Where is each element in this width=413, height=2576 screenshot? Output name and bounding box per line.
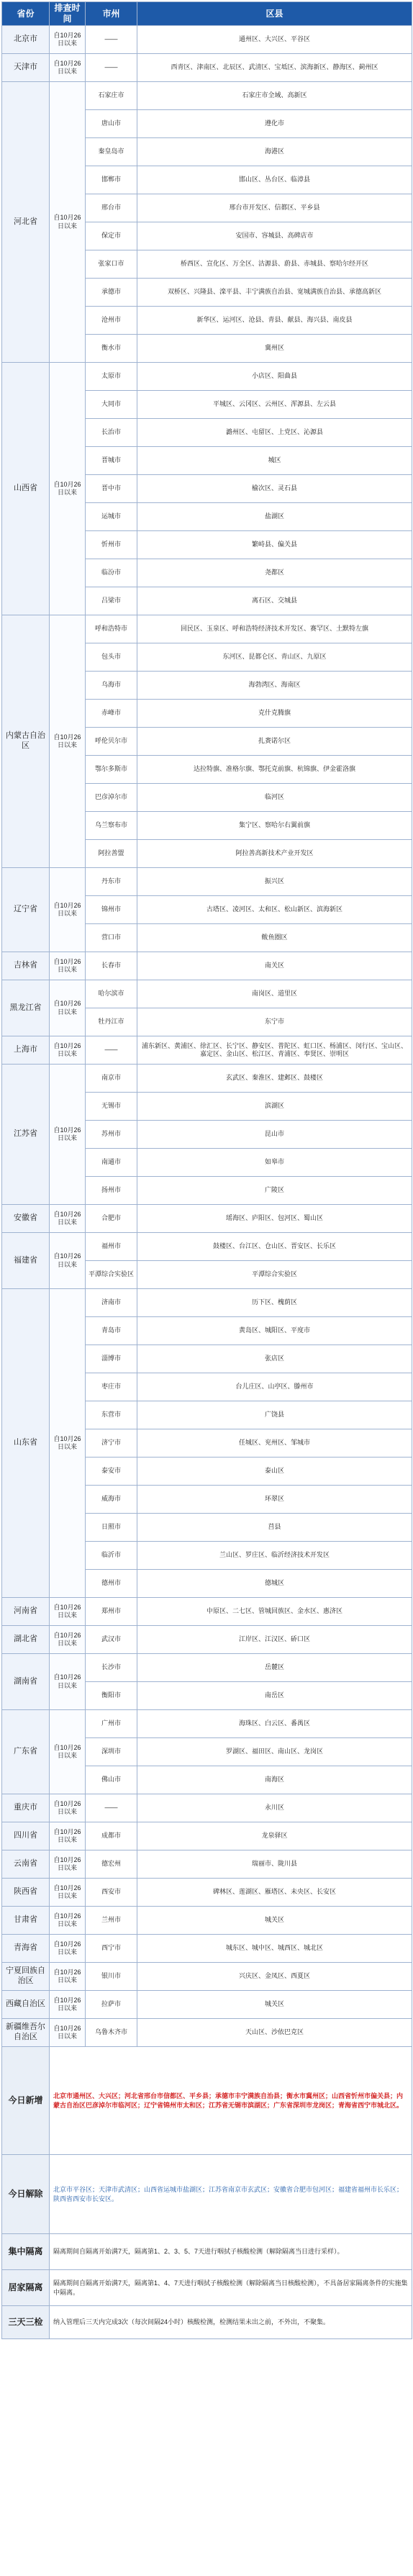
district-cell: 黄岛区、城阳区、平度市 — [137, 1317, 412, 1345]
table-row — [2, 1907, 412, 1935]
time-cell: 自10月26日以来 — [50, 1233, 86, 1289]
today-new-text: 北京市通州区、大兴区；河北省邢台市信都区、平乡县；承德市丰宁满族自治县；衡水市冀州区；山西省忻州市偏关县；内蒙古自治区巴彦淖尔市临河区；辽宁省锦州市太和区；江苏省无锡市滨湖区；广东省深圳市龙岗区；青海省西宁市城北区。 — [50, 2047, 412, 2155]
district-cell: 城关区 — [137, 1907, 412, 1935]
district-cell: 冀州区 — [137, 335, 412, 363]
province-cell: 安徽省 — [2, 1205, 50, 1233]
city-cell: 德宏州 — [86, 1850, 137, 1879]
province-cell: 河北省 — [2, 82, 50, 363]
city-cell: 淄博市 — [86, 1345, 137, 1373]
province-cell: 西藏自治区 — [2, 1991, 50, 2019]
city-cell: 南通市 — [86, 1149, 137, 1177]
city-cell: 丹东市 — [86, 868, 137, 896]
district-cell: 东河区、昆都仑区、青山区、九原区 — [137, 643, 412, 672]
city-cell: 锦州市 — [86, 896, 137, 924]
district-cell: 平城区、云冈区、云州区、浑源县、左云县 — [137, 391, 412, 419]
district-cell: 任城区、兖州区、邹城市 — [137, 1429, 412, 1458]
city-cell: 忻州市 — [86, 531, 137, 559]
district-cell: 泰山区 — [137, 1458, 412, 1486]
district-cell: 瑞丽市、陇川县 — [137, 1850, 412, 1879]
district-cell: 克什克腾旗 — [137, 700, 412, 728]
city-cell: 巴彦淖尔市 — [86, 784, 137, 812]
time-cell: 自10月26日以来 — [50, 54, 86, 82]
quarantine-label: 集中隔离 — [2, 2234, 50, 2270]
city-cell: 长春市 — [86, 952, 137, 980]
time-cell: 自10月26日以来 — [50, 1907, 86, 1935]
city-cell: 临沂市 — [86, 1542, 137, 1570]
city-cell: 赤峰市 — [86, 700, 137, 728]
city-cell: 西宁市 — [86, 1935, 137, 1963]
province-cell: 福建省 — [2, 1233, 50, 1289]
province-cell: 黑龙江省 — [2, 980, 50, 1036]
province-cell: 内蒙古自治区 — [2, 615, 50, 868]
table-row — [2, 1935, 412, 1963]
district-cell: 桥西区、宣化区、万全区、沽源县、蔚县、赤城县、察哈尔经开区 — [137, 250, 412, 279]
summary-body — [2, 2047, 412, 2339]
district-cell: 南关区 — [137, 952, 412, 980]
header-time: 排查时间 — [50, 2, 86, 26]
risk-area-table-wrapper — [1, 1, 412, 2339]
district-cell: 历下区、槐荫区 — [137, 1289, 412, 1317]
city-cell: —— — [86, 1036, 137, 1065]
province-cell: 四川省 — [2, 1822, 50, 1850]
city-cell: 南京市 — [86, 1065, 137, 1093]
city-cell: 吕梁市 — [86, 587, 137, 615]
three-check-text: 纳入管理后三天内完成3次（每次间隔24小时）核酸检测，检测结果未出之前，不外出，不聚集。 — [50, 2306, 412, 2339]
district-cell: 双桥区、兴隆县、滦平县、丰宁满族自治县、宽城满族自治县、承德高新区 — [137, 279, 412, 307]
province-cell: 山东省 — [2, 1289, 50, 1598]
district-cell: 浦东新区、黄浦区、徐汇区、长宁区、静安区、普陀区、虹口区、杨浦区、闵行区、宝山区、嘉定区、金山区、松江区、青浦区、奉贤区、崇明区 — [137, 1036, 412, 1065]
city-cell: 威海市 — [86, 1486, 137, 1514]
district-cell: 榆次区、灵石县 — [137, 475, 412, 503]
table-row — [2, 82, 412, 110]
district-cell: 碑林区、莲湖区、雁塔区、未央区、长安区 — [137, 1879, 412, 1907]
province-cell: 云南省 — [2, 1850, 50, 1879]
city-cell: 运城市 — [86, 503, 137, 531]
city-cell: 邢台市 — [86, 194, 137, 222]
district-cell: 瑶海区、庐阳区、包河区、蜀山区 — [137, 1205, 412, 1233]
city-cell: 沧州市 — [86, 307, 137, 335]
province-cell: 甘肃省 — [2, 1907, 50, 1935]
district-cell: 龙泉驿区 — [137, 1822, 412, 1850]
city-cell: 衡水市 — [86, 335, 137, 363]
city-cell: 合肥市 — [86, 1205, 137, 1233]
time-cell: 自10月26日以来 — [50, 1710, 86, 1794]
district-cell: 临河区 — [137, 784, 412, 812]
district-cell: 张店区 — [137, 1345, 412, 1373]
city-cell: 郑州市 — [86, 1598, 137, 1626]
table-row — [2, 1626, 412, 1654]
district-cell: 玄武区、秦淮区、建邺区、鼓楼区 — [137, 1065, 412, 1093]
time-cell: 自10月26日以来 — [50, 1794, 86, 1822]
city-cell: 乌兰察布市 — [86, 812, 137, 840]
district-cell: 离石区、交城县 — [137, 587, 412, 615]
district-cell: 广陵区 — [137, 1177, 412, 1205]
quarantine-text: 隔离期间自隔离开始满7天，隔离第1、2、3、5、7天进行咽拭子核酸检测（解除隔离当日进行采样）。 — [50, 2234, 412, 2270]
table-row — [2, 980, 412, 1008]
city-cell: 深圳市 — [86, 1738, 137, 1766]
city-cell: 晋中市 — [86, 475, 137, 503]
province-cell: 山西省 — [2, 363, 50, 615]
city-cell: 秦皇岛市 — [86, 138, 137, 166]
city-cell: 牡丹江市 — [86, 1008, 137, 1036]
city-cell: 邯郸市 — [86, 166, 137, 194]
table-row — [2, 1289, 412, 1317]
province-cell: 上海市 — [2, 1036, 50, 1065]
district-cell: 南岗区、道里区 — [137, 980, 412, 1008]
quarantine-row — [2, 2234, 412, 2270]
district-cell: 昆山市 — [137, 1121, 412, 1149]
city-cell: 呼伦贝尔市 — [86, 728, 137, 756]
city-cell: 福州市 — [86, 1233, 137, 1261]
district-cell: 南岳区 — [137, 1682, 412, 1710]
table-row — [2, 1654, 412, 1682]
city-cell: 张家口市 — [86, 250, 137, 279]
time-cell: 自10月26日以来 — [50, 1654, 86, 1710]
table-row — [2, 868, 412, 896]
risk-area-table — [1, 1, 412, 2339]
header-province: 省份 — [2, 2, 50, 26]
district-cell: 东宁市 — [137, 1008, 412, 1036]
district-cell: 中原区、二七区、管城回族区、金水区、惠济区 — [137, 1598, 412, 1626]
district-cell: 安国市、容城县、高碑店市 — [137, 222, 412, 250]
city-cell: 长沙市 — [86, 1654, 137, 1682]
district-cell: 台儿庄区、山亭区、滕州市 — [137, 1373, 412, 1401]
table-row — [2, 1850, 412, 1879]
time-cell: 自10月26日以来 — [50, 1850, 86, 1879]
district-cell: 永川区 — [137, 1794, 412, 1822]
table-row — [2, 1710, 412, 1738]
district-cell: 如皋市 — [137, 1149, 412, 1177]
district-cell: 岳麓区 — [137, 1654, 412, 1682]
time-cell: 自10月26日以来 — [50, 1935, 86, 1963]
table-row — [2, 952, 412, 980]
city-cell: 日照市 — [86, 1514, 137, 1542]
today-unlock-row — [2, 2155, 412, 2234]
city-cell: 成都市 — [86, 1822, 137, 1850]
district-cell: 南海区 — [137, 1766, 412, 1794]
city-cell: 晋城市 — [86, 447, 137, 475]
city-cell: 广州市 — [86, 1710, 137, 1738]
city-cell: 临汾市 — [86, 559, 137, 587]
city-cell: —— — [86, 26, 137, 54]
district-cell: 集宁区、察哈尔右翼前旗 — [137, 812, 412, 840]
district-cell: 兴庆区、金凤区、西夏区 — [137, 1963, 412, 1991]
city-cell: 太原市 — [86, 363, 137, 391]
city-cell: 乌鲁木齐市 — [86, 2019, 137, 2047]
time-cell: 自10月26日以来 — [50, 363, 86, 615]
city-cell: 营口市 — [86, 924, 137, 952]
time-cell: 自10月26日以来 — [50, 1289, 86, 1598]
city-cell: —— — [86, 1794, 137, 1822]
home-text: 隔离期间自隔离开始满7天，隔离第1、4、7天进行咽拭子核酸检测（解除隔离当日核酸检测），不具备居家隔离条件的实施集中隔离。 — [50, 2270, 412, 2306]
city-cell: 武汉市 — [86, 1626, 137, 1654]
city-cell: 拉萨市 — [86, 1991, 137, 2019]
time-cell: 自10月26日以来 — [50, 1991, 86, 2019]
time-cell: 自10月26日以来 — [50, 1879, 86, 1907]
province-cell: 青海省 — [2, 1935, 50, 1963]
district-cell: 鼓楼区、台江区、仓山区、晋安区、长乐区 — [137, 1233, 412, 1261]
district-cell: 城区 — [137, 447, 412, 475]
district-cell: 德城区 — [137, 1570, 412, 1598]
time-cell: 自10月26日以来 — [50, 868, 86, 952]
district-cell: 环翠区 — [137, 1486, 412, 1514]
district-cell: 海勃湾区、海南区 — [137, 672, 412, 700]
table-row — [2, 1991, 412, 2019]
city-cell: 兰州市 — [86, 1907, 137, 1935]
district-cell: 盐湖区 — [137, 503, 412, 531]
province-cell: 吉林省 — [2, 952, 50, 980]
time-cell: 自10月26日以来 — [50, 1822, 86, 1850]
district-cell: 新华区、运河区、沧县、青县、献县、海兴县、南皮县 — [137, 307, 412, 335]
province-cell: 重庆市 — [2, 1794, 50, 1822]
district-cell: 邢台市开发区、信都区、平乡县 — [137, 194, 412, 222]
district-cell: 城关区 — [137, 1991, 412, 2019]
city-cell: 鄂尔多斯市 — [86, 756, 137, 784]
time-cell: 自10月26日以来 — [50, 615, 86, 868]
province-cell: 新疆维吾尔自治区 — [2, 2019, 50, 2047]
district-cell: 振兴区 — [137, 868, 412, 896]
time-cell: 自10月26日以来 — [50, 82, 86, 363]
home-row — [2, 2270, 412, 2306]
city-cell: 西安市 — [86, 1879, 137, 1907]
time-cell: 自10月26日以来 — [50, 1598, 86, 1626]
district-cell: 古塔区、凌河区、太和区、松山新区、滨海新区 — [137, 896, 412, 924]
province-cell: 广东省 — [2, 1710, 50, 1794]
today-new-row — [2, 2047, 412, 2155]
time-cell: 自10月26日以来 — [50, 1065, 86, 1205]
city-cell: —— — [86, 54, 137, 82]
city-cell: 济宁市 — [86, 1429, 137, 1458]
district-cell: 海珠区、白云区、番禺区 — [137, 1710, 412, 1738]
city-cell: 乌海市 — [86, 672, 137, 700]
table-row — [2, 54, 412, 82]
province-cell: 北京市 — [2, 26, 50, 54]
table-row — [2, 2019, 412, 2047]
city-cell: 唐山市 — [86, 110, 137, 138]
district-cell: 通州区、大兴区、平谷区 — [137, 26, 412, 54]
table-row — [2, 1598, 412, 1626]
city-cell: 平潭综合实验区 — [86, 1261, 137, 1289]
table-row — [2, 615, 412, 643]
table-row — [2, 1822, 412, 1850]
table-row — [2, 1879, 412, 1907]
district-cell: 回民区、玉泉区、呼和浩特经济技术开发区、赛罕区、土默特左旗 — [137, 615, 412, 643]
province-cell: 江苏省 — [2, 1065, 50, 1205]
time-cell: 自10月26日以来 — [50, 26, 86, 54]
city-cell: 承德市 — [86, 279, 137, 307]
district-cell: 鲅鱼圈区 — [137, 924, 412, 952]
city-cell: 佛山市 — [86, 1766, 137, 1794]
district-cell: 潞州区、屯留区、上党区、沁源县 — [137, 419, 412, 447]
table-row — [2, 1065, 412, 1093]
district-cell: 莒县 — [137, 1514, 412, 1542]
district-cell: 海港区 — [137, 138, 412, 166]
table-row — [2, 1036, 412, 1065]
city-cell: 大同市 — [86, 391, 137, 419]
table-body — [2, 26, 412, 2047]
today-unlock-label: 今日解除 — [2, 2155, 50, 2234]
province-cell: 天津市 — [2, 54, 50, 82]
district-cell: 滨湖区 — [137, 1093, 412, 1121]
city-cell: 阿拉善盟 — [86, 840, 137, 868]
city-cell: 包头市 — [86, 643, 137, 672]
city-cell: 扬州市 — [86, 1177, 137, 1205]
district-cell: 阿拉善高新技术产业开发区 — [137, 840, 412, 868]
district-cell: 遵化市 — [137, 110, 412, 138]
district-cell: 繁峙县、偏关县 — [137, 531, 412, 559]
city-cell: 青岛市 — [86, 1317, 137, 1345]
table-row — [2, 1233, 412, 1261]
header-city: 市州 — [86, 2, 137, 26]
district-cell: 兰山区、罗庄区、临沂经济技术开发区 — [137, 1542, 412, 1570]
district-cell: 石家庄市全域、高新区 — [137, 82, 412, 110]
table-row — [2, 1794, 412, 1822]
city-cell: 无锡市 — [86, 1093, 137, 1121]
time-cell: 自10月26日以来 — [50, 1963, 86, 1991]
province-cell: 河南省 — [2, 1598, 50, 1626]
city-cell: 枣庄市 — [86, 1373, 137, 1401]
home-label: 居家隔离 — [2, 2270, 50, 2306]
city-cell: 保定市 — [86, 222, 137, 250]
province-cell: 湖北省 — [2, 1626, 50, 1654]
city-cell: 泰安市 — [86, 1458, 137, 1486]
city-cell: 苏州市 — [86, 1121, 137, 1149]
three-check-label: 三天三检 — [2, 2306, 50, 2339]
city-cell: 呼和浩特市 — [86, 615, 137, 643]
time-cell: 自10月26日以来 — [50, 980, 86, 1036]
city-cell: 济南市 — [86, 1289, 137, 1317]
city-cell: 银川市 — [86, 1963, 137, 1991]
district-cell: 达拉特旗、准格尔旗、鄂托克前旗、杭锦旗、伊金霍洛旗 — [137, 756, 412, 784]
district-cell: 扎赉诺尔区 — [137, 728, 412, 756]
header-district: 区县 — [137, 2, 412, 26]
district-cell: 邯山区、丛台区、临漳县 — [137, 166, 412, 194]
table-row — [2, 26, 412, 54]
district-cell: 平潭综合实验区 — [137, 1261, 412, 1289]
table-row — [2, 1963, 412, 1991]
city-cell: 长治市 — [86, 419, 137, 447]
province-cell: 陕西省 — [2, 1879, 50, 1907]
three-check-row — [2, 2306, 412, 2339]
time-cell: 自10月26日以来 — [50, 2019, 86, 2047]
table-row — [2, 363, 412, 391]
district-cell: 天山区、沙依巴克区 — [137, 2019, 412, 2047]
city-cell: 石家庄市 — [86, 82, 137, 110]
district-cell: 城东区、城中区、城西区、城北区 — [137, 1935, 412, 1963]
city-cell: 衡阳市 — [86, 1682, 137, 1710]
district-cell: 小店区、阳曲县 — [137, 363, 412, 391]
today-unlock-text: 北京市平谷区；天津市武清区；山西省运城市盐湖区；江苏省南京市玄武区；安徽省合肥市包河区；福建省福州市长乐区；陕西省西安市长安区。 — [50, 2155, 412, 2234]
district-cell: 西青区、津南区、北辰区、武清区、宝坻区、滨海新区、静海区、蓟州区 — [137, 54, 412, 82]
district-cell: 江岸区、江汉区、硚口区 — [137, 1626, 412, 1654]
district-cell: 尧都区 — [137, 559, 412, 587]
province-cell: 辽宁省 — [2, 868, 50, 952]
city-cell: 德州市 — [86, 1570, 137, 1598]
province-cell: 宁夏回族自治区 — [2, 1963, 50, 1991]
city-cell: 哈尔滨市 — [86, 980, 137, 1008]
city-cell: 东营市 — [86, 1401, 137, 1429]
table-row — [2, 1205, 412, 1233]
district-cell: 广饶县 — [137, 1401, 412, 1429]
time-cell: 自10月26日以来 — [50, 1205, 86, 1233]
district-cell: 罗湖区、福田区、南山区、龙岗区 — [137, 1738, 412, 1766]
province-cell: 湖南省 — [2, 1654, 50, 1710]
time-cell: 自10月26日以来 — [50, 1626, 86, 1654]
time-cell: 自10月26日以来 — [50, 952, 86, 980]
today-new-label: 今日新增 — [2, 2047, 50, 2155]
table-header-row — [2, 2, 412, 26]
time-cell: 自10月26日以来 — [50, 1036, 86, 1065]
